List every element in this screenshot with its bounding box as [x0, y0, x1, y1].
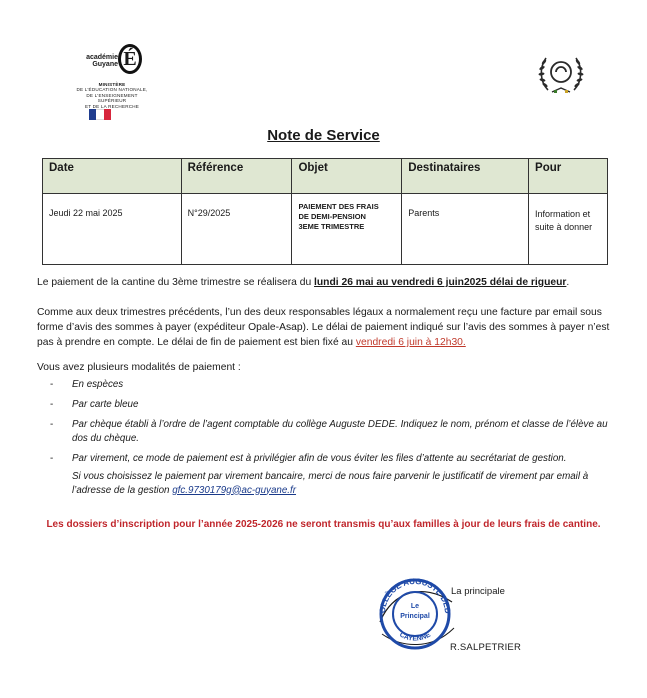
logo-e-mark-icon: É [118, 44, 142, 74]
p1-end: . [566, 277, 570, 288]
table-row [43, 194, 608, 265]
list-item [50, 378, 610, 392]
list-item [50, 452, 610, 466]
table-header-row [43, 159, 608, 194]
cell-objet [292, 194, 402, 265]
payment-period-paragraph [37, 275, 612, 290]
logo-brand-line: Guyane [92, 61, 118, 68]
ministry-line: DE L'ENSEIGNEMENT SUPÉRIEUR [86, 92, 138, 104]
ministry-line: ET DE LA RECHERCHE [84, 103, 140, 109]
cell-date: Jeudi 22 mai 2025 [43, 194, 182, 265]
payment-method-text: En espèces [72, 379, 124, 390]
cell-destinataires: Parents [402, 194, 529, 265]
payment-deadline: vendredi 6 juin à 12h30. [355, 337, 466, 348]
header-destinataires: Destinataires [402, 159, 529, 194]
payment-method-text: Par chèque établi à l’ordre de l’agent comptable du collège Auguste DEDE. Indiquez le nom, prénom et classe de l’élève au dos du chèque. [72, 419, 608, 444]
payment-methods-intro: Vous avez plusieurs modalités de paiement : [37, 362, 241, 373]
stamp-bottom-text: CAYENNE [398, 631, 432, 643]
virement-note [72, 470, 612, 497]
list-item [50, 418, 610, 445]
stamp-le-text: Le [410, 603, 420, 610]
service-note-table [42, 158, 608, 265]
header-reference: Référence [181, 159, 292, 194]
pour-line: Information et [535, 209, 591, 219]
payment-period-highlight: lundi 26 mai au vendredi 6 juin2025 délai de rigueur [314, 277, 567, 288]
payment-method-text: Par virement, ce mode de paiement est à privilégier afin de vous éviter les files d’attente au secrétariat de gestion. [72, 452, 567, 464]
p1-text: Le paiement de la cantine du 3ème trimestre se réalisera du [37, 277, 315, 288]
ministry-line: DE L'ÉDUCATION NATIONALE, [76, 87, 148, 93]
header-date: Date [43, 159, 182, 194]
laurel-wreath-emblem-icon [534, 50, 588, 98]
payment-method-text: Par carte bleue [72, 399, 139, 410]
p2-text: Comme aux deux trimestres précédents, l’un des deux responsables légaux a normalement reçu une facture par email sous forme d’avis des sommes à payer (expéditeur Opale-Asap). Le délai de paiement indiqué sur l’avis des sommes à payer n’est pas à prendre en compte. Le délai de fin de paiement est bien fixé au [37, 307, 610, 348]
objet-line: 3EME TRIMESTRE [298, 222, 365, 231]
cell-pour [529, 194, 608, 265]
payment-methods-list [50, 378, 610, 472]
page-title: Note de Service [267, 127, 380, 144]
registration-warning: Les dossiers d’inscription pour l’année 2025-2026 ne seront transmis qu’aux familles à jour de leurs frais de cantine. [46, 519, 601, 530]
signature-title: La principale [451, 586, 505, 597]
ministry-line: MINISTÈRE [98, 82, 126, 87]
stamp-principal-text: Principal [400, 613, 430, 620]
list-item [50, 398, 610, 412]
objet-line: DE DEMI-PENSION [298, 212, 366, 221]
invoice-paragraph [37, 305, 612, 350]
bullet: - [50, 399, 54, 410]
logo-brand-text [86, 54, 118, 68]
bullet: - [50, 379, 54, 390]
cell-reference: N°29/2025 [181, 194, 292, 265]
svg-text:CAYENNE [398, 631, 432, 642]
objet-line: PAIEMENT DES FRAIS [298, 202, 379, 211]
bullet: - [50, 452, 54, 464]
ministry-text [72, 82, 152, 109]
college-stamp-icon [372, 572, 458, 656]
gestion-email-link[interactable]: gfc.9730179g@ac-guyane.fr [172, 484, 297, 496]
header-pour: Pour [529, 159, 608, 194]
virement-note-text: Si vous choisissez le paiement par virement bancaire, merci de nous faire parvenir le justificatif de virement par email à l’adresse de la gestion [72, 471, 589, 496]
header-objet: Objet [292, 159, 402, 194]
signature-name: R.SALPETRIER [450, 642, 522, 653]
stamp-top-text: OLLÈGE AUGUSTE DED [377, 576, 453, 614]
academie-guyane-logo [76, 40, 148, 120]
bullet: - [50, 419, 54, 430]
french-flag-icon [89, 109, 111, 120]
logo-brand-line: académie [86, 54, 118, 61]
pour-line: suite à donner [535, 222, 593, 232]
